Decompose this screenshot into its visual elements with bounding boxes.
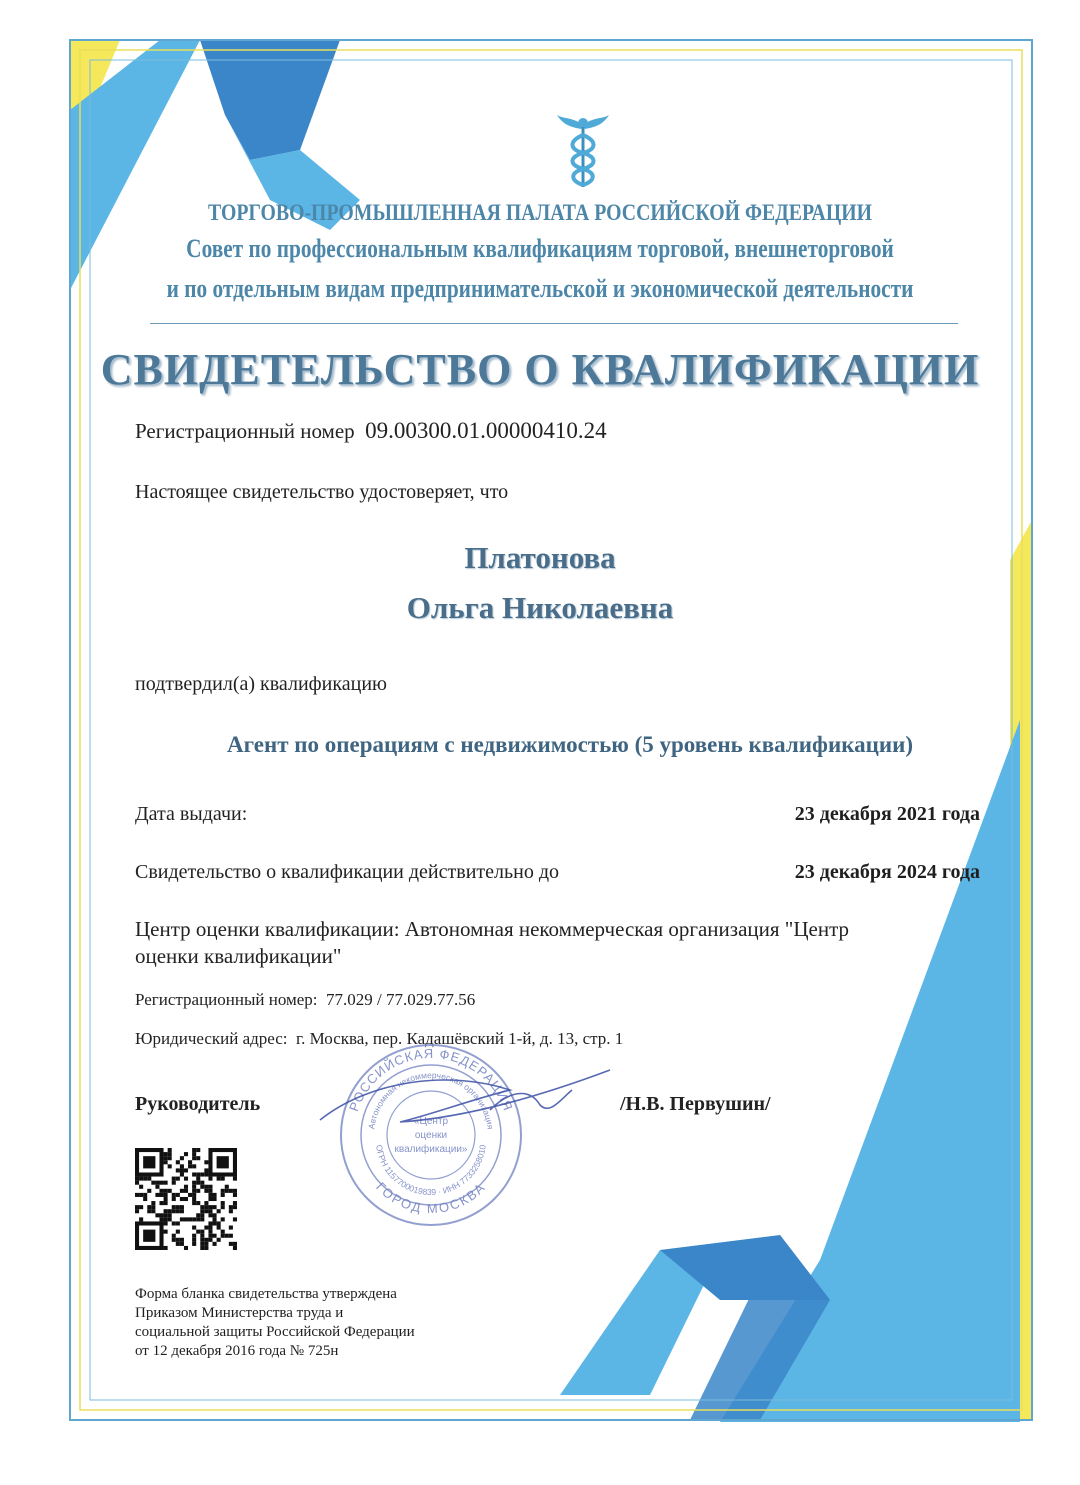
signature-scribble — [310, 1060, 650, 1140]
council-heading-line1: Совет по профессиональным квалификациям торговой, внешнеторговой — [186, 234, 894, 263]
center-address-value: г. Москва, пер. Кадашёвский 1-й, д. 13, стр. 1 — [296, 1029, 624, 1048]
center-line2: оценки квалификации" — [135, 944, 342, 968]
footer-line3: социальной защиты Российской Федерации — [135, 1324, 415, 1340]
center-registration — [135, 990, 475, 1010]
center-line1: Центр оценки квалификации: Автономная некоммерческая организация "Центр — [135, 917, 850, 941]
certificate-title: СВИДЕТЕЛЬСТВО О КВАЛИФИКАЦИИ — [100, 345, 980, 394]
qr-code-icon — [135, 1148, 237, 1250]
stamp-center-line3: квалификации» — [394, 1144, 468, 1155]
center-registration-label: Регистрационный номер: — [135, 990, 318, 1009]
valid-until-label: Свидетельство о квалификации действительно до — [135, 861, 559, 883]
signatory-role: Руководитель — [135, 1093, 261, 1115]
footer-line4: от 12 декабря 2016 года № 725н — [135, 1343, 339, 1359]
valid-until-date: 23 декабря 2024 года — [794, 861, 980, 883]
stamp-center-line2: оценки — [414, 1130, 448, 1141]
footer-line1: Форма бланка свидетельства утверждена — [135, 1286, 397, 1302]
caduceus-icon — [555, 113, 611, 191]
council-heading-line2: и по отдельным видам предпринимательской и экономической деятельности — [166, 274, 914, 303]
stamp-center-line1: «Центр — [413, 1116, 449, 1127]
confirmed-text: подтвердил(а) квалификацию — [135, 673, 387, 695]
issue-date: 23 декабря 2021 года — [794, 803, 980, 825]
stamp-outer-bottom: ГОРОД МОСКВА — [373, 1179, 489, 1217]
qualification-name: Агент по операциям с недвижимостью (5 уровень квалификации) — [226, 732, 914, 757]
footer-line2: Приказом Министерства труда и — [135, 1305, 344, 1321]
center-registration-number: 77.029 / 77.029.77.56 — [326, 990, 476, 1009]
center-address-label: Юридический адрес: — [135, 1029, 288, 1048]
certifies-text: Настоящее свидетельство удостоверяет, что — [135, 481, 509, 503]
stamp-ring-top: Автономная некоммерческая организация — [366, 1069, 496, 1130]
registration-number: 09.00300.01.00000410.24 — [365, 418, 607, 443]
registration-line — [135, 418, 607, 444]
holder-surname: Платонова — [464, 540, 616, 575]
stamp-ring-bottom: ОГРН 1157700019839 · ИНН 7733258010 — [374, 1143, 488, 1198]
holder-given-name: Ольга Николаевна — [406, 590, 674, 625]
signatory-name: /Н.В. Первушин/ — [620, 1093, 771, 1115]
svg-text:ГОРОД МОСКВА — [373, 1179, 489, 1216]
chamber-heading: ТОРГОВО-ПРОМЫШЛЕННАЯ ПАЛАТА РОССИЙСКОЙ ФЕДЕРАЦИИ — [208, 200, 872, 225]
heading-divider — [150, 323, 958, 324]
registration-label: Регистрационный номер — [135, 419, 355, 443]
stamp-outer-top: РОССИЙСКАЯ ФЕДЕРАЦИЯ — [346, 1045, 516, 1114]
issue-date-label: Дата выдачи: — [135, 803, 248, 825]
